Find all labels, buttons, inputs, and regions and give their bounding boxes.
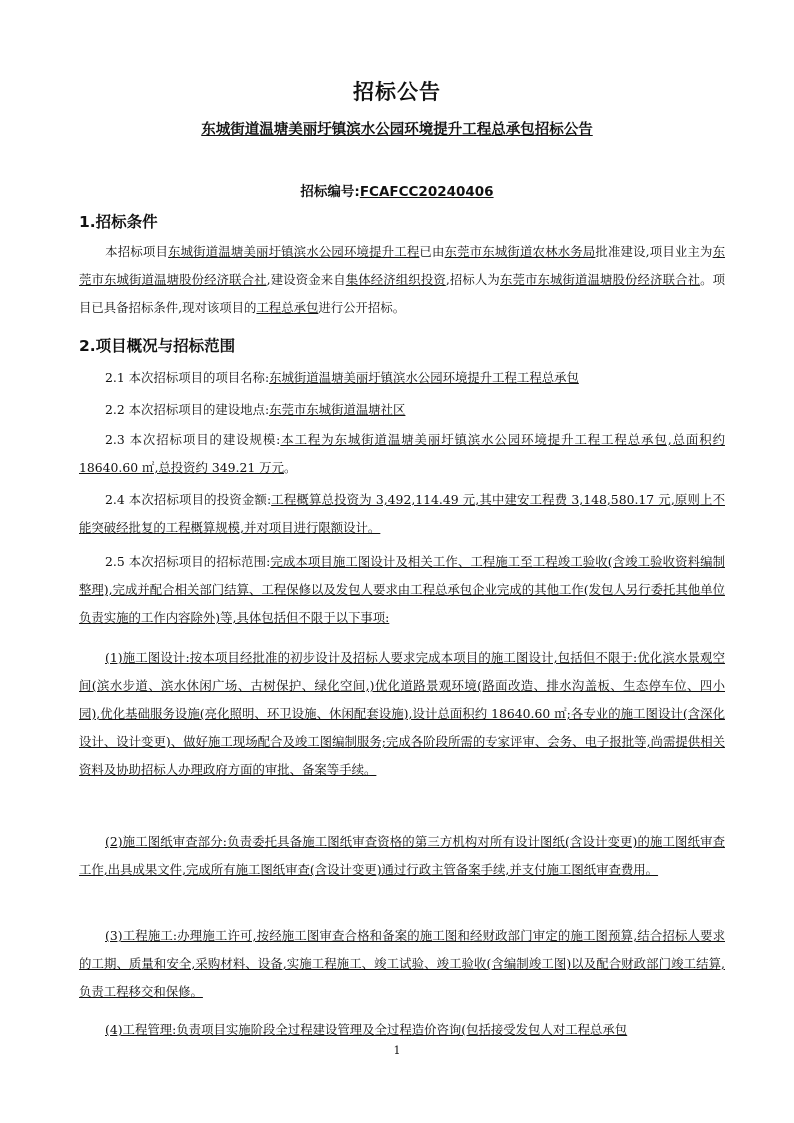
project-title: 东城街道温塘美丽圩镇滨水公园环境提升工程总承包招标公告 <box>201 122 593 138</box>
bid-number <box>0 180 794 200</box>
scope-item-3: (3)工程施工:办理施工许可,按经施工图审查合格和备案的施工图和经财政部门审定的施工图预算,结合招标人要求的工期、质量和安全,采购材料、设备,实施工程施工、竣工试验、竣工验收(含编制竣工图)以及配合财政部门竣工结算,负责工程移交和保修。 <box>79 928 725 999</box>
scope-item-4: (4)工程管理:负责项目实施阶段全过程建设管理及全过程造价咨询(包括接受发包人对工程总承包 <box>105 1022 628 1037</box>
bid-number-value: FCAFCC20240406 <box>359 184 494 200</box>
item-2-4: 2.4 本次招标项目的投资金额:工程概算总投资为 3,492,114.49 元,其中建安工程费 3,148,580.17 元,原则上不能突破经批复的工程概算规模,并对项目进行限额设计。 <box>79 492 725 535</box>
item-2-3: 2.3 本次招标项目的建设规模:本工程为东城街道温塘美丽圩镇滨水公园环境提升工程工程总承包,总面积约 18640.60 ㎡,总投资约 349.21 万元。 <box>79 432 725 475</box>
item-2-1: 2.1 本次招标项目的项目名称:东城街道温塘美丽圩镇滨水公园环境提升工程工程总承包 <box>105 370 579 385</box>
page-number: 1 <box>393 1044 401 1057</box>
scope-item-2: (2)施工图纸审查部分:负责委托具备施工图纸审查资格的第三方机构对所有设计图纸(含设计变更)的施工图纸审查工作,出具成果文件,完成所有施工图纸审查(含设计变更)通过行政主管备案手续,并支付施工图纸审查费用。 <box>79 834 725 877</box>
item-2-2: 2.2 本次招标项目的建设地点:东莞市东城街道温塘社区 <box>105 402 406 417</box>
section-heading-1: 1.招标条件 <box>79 213 158 231</box>
page-title: 招标公告 <box>353 80 441 104</box>
section-1-paragraph: 本招标项目东城街道温塘美丽圩镇滨水公园环境提升工程已由东莞市东城街道农林水务局批准建设,项目业主为东莞市东城街道温塘股份经济联合社,建设资金来自集体经济组织投资,招标人为东莞市东城街道温塘股份经济联合社。项目已具备招标条件,现对该项目的工程总承包进行公开招标。 <box>79 244 726 315</box>
section-heading-2: 2.项目概况与招标范围 <box>79 337 236 355</box>
scope-item-1: (1)施工图设计:按本项目经批准的初步设计及招标人要求完成本项目的施工图设计,包括但不限于:优化滨水景观空间(滨水步道、滨水休闲广场、古树保护、绿化空间,)优化道路景观环境(路面改造、排水沟盖板、生态停车位、四小园),优化基础服务设施(亮化照明、环卫设施、休闲配套设施),设计总面积约 18640.60 ㎡;各专业的施工图设计(含深化设计、设计变更)、做好施工现场配合及竣工图编制服务;完成各阶段所需的专家评审、会务、电子报批等,尚需提供相关资料及协助招标人办理政府方面的审批、备案等手续。 <box>79 650 725 777</box>
bid-number-label: 招标编号: <box>300 184 360 200</box>
item-2-5: 2.5 本次招标项目的招标范围:完成本项目施工图设计及相关工作、工程施工至工程竣工验收(含竣工验收资料编制整理),完成并配合相关部门结算、工程保修以及发包人要求由工程总承包企业完成的其他工作(发包人另行委托其他单位负责实施的工作内容除外)等,具体包括但不限于以下事项: <box>79 554 725 625</box>
